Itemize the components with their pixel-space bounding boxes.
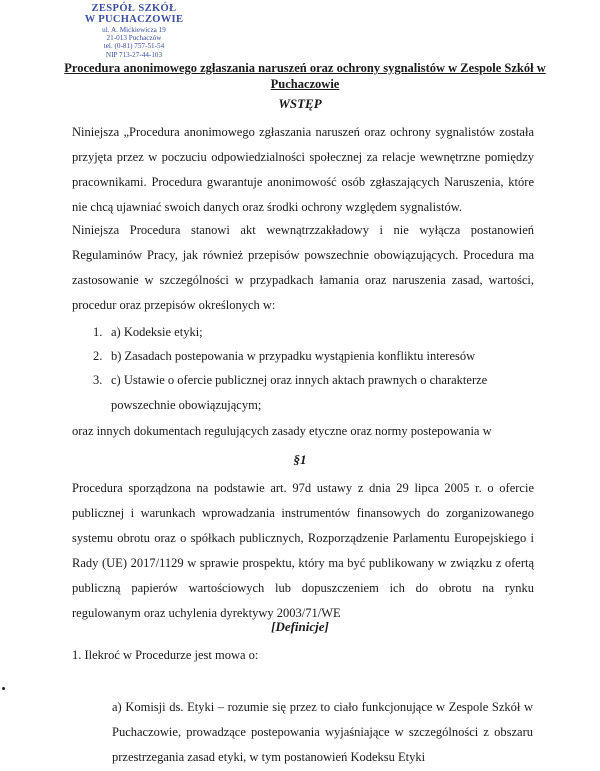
list-item-number: 3. [93, 373, 103, 387]
document-title: Procedura anonimowego zgłaszania naruszeń oraz ochrony sygnalistów w Zespole Szkół w Puchaczowie [64, 61, 546, 91]
stamp-nip: NIP 713-27-44-103 [105, 50, 163, 59]
stamp-phone: tel. (0-81) 757-51-54 [103, 42, 165, 51]
list-item-text: c) Ustawie o ofercie publicznej oraz innych aktach prawnych o charakterze powszechnie obowiązującym; [111, 373, 488, 412]
list-item [93, 368, 533, 412]
definition-a: a) Komisji ds. Etyki – rozumie się przez to ciało funkcjonujące w Zespole Szkół w Puchaczowie, prowadzące postepowania wyjaśniające w szczególności z obszaru przestrzegania zasad etyki, w tym postanowień Kodeksu Etyki [112, 700, 533, 764]
list-item-number: 2. [93, 349, 103, 363]
definitions-heading: [Definicje] [271, 619, 329, 634]
stamp-line-1: ZESPÓŁ SZKÓŁ [91, 3, 177, 14]
intro-heading: WSTĘP [278, 96, 322, 111]
section-1-paragraph: Procedura sporządzona na podstawie art. 97d ustawy z dnia 29 lipca 2005 r. o ofercie publicznej i warunkach wprowadzania instrumentów finansowych do zorganizowanego systemu obrotu oraz o spółkach publicznych, Rozporządzenie Parlamentu Europejskiego i Rady (UE) 2017/1129 w sprawie prospektu, który ma być publikowany w związku z ofertą publiczną papierów wartościowych lub dopuszczeniem ich do obrotu na rynku regulowanym oraz uchylenia dyrektywy 2003/71/WE [72, 481, 534, 620]
list-item-text: a) Kodeksie etyki; [111, 325, 203, 339]
margin-dot [2, 687, 5, 690]
list-item-text: b) Zasadach postepowania w przypadku wystąpienia konfliktu interesów [111, 349, 476, 363]
stamp-address: ul. A. Mickiewicza 19 [102, 26, 166, 34]
stamp-line-2: W PUCHACZOWIE [84, 13, 184, 25]
section-1-heading: §1 [293, 452, 307, 467]
intro-paragraph-2: Niniejsza Procedura stanowi akt wewnątrzzakładowy i nie wyłącza postanowień Regulaminów Pracy, jak również przepisów powszechnie obowiązujących. Procedura ma zastosowanie w szczególności w przypadkach łamania oraz naruszenia zasad, wartości, procedur oraz przepisów określonych w: [72, 223, 534, 312]
intro-paragraph-1: Niniejsza „Procedura anonimowego zgłaszania naruszeń oraz ochrony sygnalistów została przyjęta przez w poczuciu odpowiedzialności społecznej za relacje wewnętrzne pomiędzy pracownikami. Procedura gwarantuje anonimowość osób zgłaszających Naruszenia, które nie chcą ujawniać swoich danych oraz środki ochrony względem sygnalistów. [72, 125, 534, 214]
list-item-number: 1. [93, 325, 103, 339]
list-item [93, 320, 533, 345]
stamp-postcode: 21-013 Puchaczów [106, 34, 162, 43]
list-item [93, 344, 533, 369]
school-stamp [64, 4, 204, 59]
definitions-intro: 1. Ilekroć w Procedurze jest mowa o: [72, 648, 259, 662]
after-list-text: oraz innych dokumentach regulujących zasady etyczne oraz normy postepowania w [72, 424, 492, 438]
